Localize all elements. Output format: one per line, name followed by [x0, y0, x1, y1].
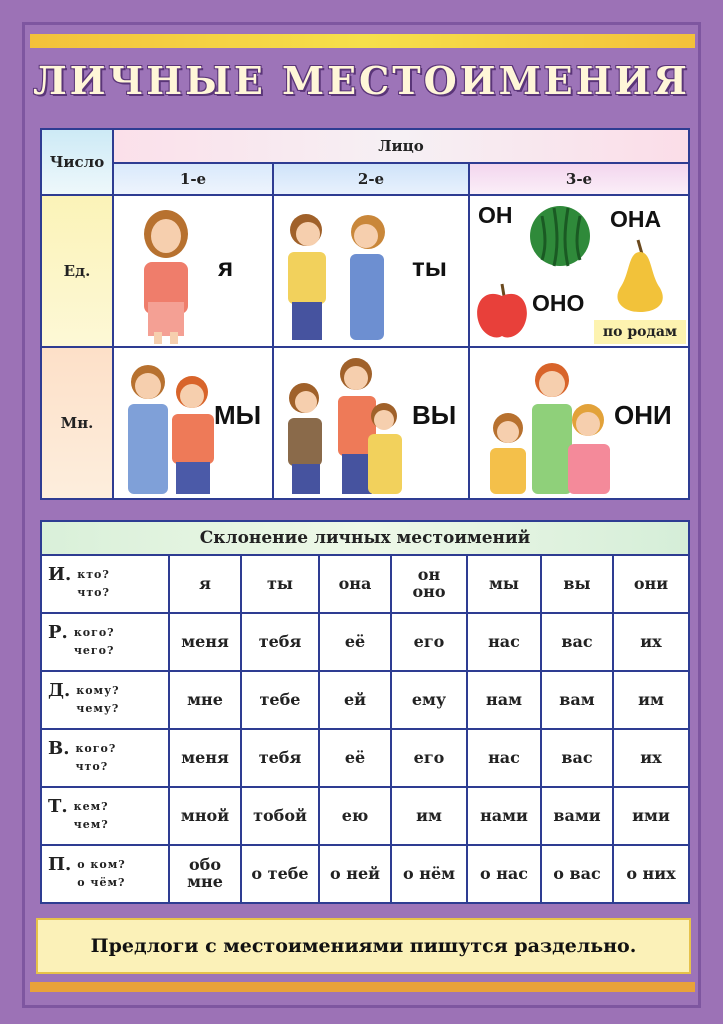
rule-footer: Предлоги с местоимениями пишутся раздельно. — [36, 918, 691, 974]
pronoun-form-cell: мной — [170, 788, 240, 844]
person-2-header: 2-е — [274, 164, 468, 194]
pronoun-form-cell: ею — [320, 788, 390, 844]
singular-label: Ед. — [42, 196, 112, 346]
case-question-2: что? — [75, 760, 109, 773]
pronoun-oni: ОНИ — [614, 400, 672, 430]
case-letter: П. — [48, 854, 72, 875]
case-question-2: чем? — [73, 818, 109, 831]
case-questions — [77, 856, 125, 891]
singular-second-cell — [274, 196, 468, 346]
case-question-1: кем? — [73, 800, 109, 814]
pronoun-form-cell: мне — [170, 672, 240, 728]
pronoun-form-cell: мы — [468, 556, 540, 612]
group-children-illustration — [484, 356, 618, 496]
case-question-2: чего? — [73, 644, 115, 657]
pronoun-form-cell: его — [392, 614, 466, 670]
pronoun-form-cell: она — [320, 556, 390, 612]
case-question-2: что? — [77, 586, 110, 599]
case-letter: И. — [48, 564, 72, 585]
case-cell — [42, 730, 168, 786]
pronoun-form-cell: меня — [170, 614, 240, 670]
case-letter: Д. — [48, 680, 71, 701]
pronoun-form-cell: вы — [542, 556, 612, 612]
pronoun-form-cell: тебя — [242, 730, 318, 786]
pronoun-form-cell: её — [320, 730, 390, 786]
pronoun-form-cell: меня — [170, 730, 240, 786]
by-gender-note: по родам — [594, 320, 686, 344]
case-question-2: чему? — [76, 702, 120, 715]
pronoun-form-cell: вас — [542, 614, 612, 670]
top-stripe — [30, 34, 695, 48]
boy-girl-illustration — [280, 206, 402, 344]
pronoun-form-cell: вами — [542, 788, 612, 844]
case-question-2: о чём? — [77, 876, 126, 889]
case-questions — [74, 624, 115, 659]
pronoun-form-cell: вам — [542, 672, 612, 728]
case-letter: Р. — [48, 622, 68, 643]
pronoun-ty: ты — [412, 252, 447, 282]
pronoun-form-cell: им — [392, 788, 466, 844]
case-cell — [42, 614, 168, 670]
case-questions — [74, 798, 109, 833]
pronoun-form-cell: нами — [468, 788, 540, 844]
pronoun-form-cell: о них — [614, 846, 688, 902]
watermelon-icon — [528, 204, 592, 268]
page-title: ЛИЧНЫЕ МЕСТОИМЕНИЯ — [33, 58, 690, 103]
pronoun-form-cell: я — [170, 556, 240, 612]
pronoun-form-cell: нас — [468, 730, 540, 786]
declension-title: Склонение личных местоимений — [42, 522, 688, 554]
case-question-1: кого? — [73, 626, 115, 640]
case-cell — [42, 788, 168, 844]
pronoun-form-cell: им — [614, 672, 688, 728]
case-cell — [42, 556, 168, 612]
pronoun-form-cell: их — [614, 614, 688, 670]
pronoun-form-cell: о ней — [320, 846, 390, 902]
plural-third-cell — [470, 348, 688, 498]
case-question-1: кто? — [77, 568, 110, 582]
bottom-stripe — [30, 982, 695, 992]
case-question-1: о ком? — [77, 858, 126, 872]
singular-third-cell — [470, 196, 688, 346]
pronoun-on: ОН — [478, 202, 513, 228]
pronoun-form-cell: о тебе — [242, 846, 318, 902]
plural-first-cell — [114, 348, 272, 498]
pronoun-form-cell: о нас — [468, 846, 540, 902]
pronoun-form-cell: ты — [242, 556, 318, 612]
person-header: Лицо — [114, 130, 688, 162]
pronoun-form-cell: о вас — [542, 846, 612, 902]
case-questions — [75, 740, 116, 775]
pronoun-form-cell: обо мне — [170, 846, 240, 902]
pronoun-my: МЫ — [214, 400, 262, 430]
declension-table — [40, 520, 690, 904]
number-header: Число — [42, 130, 112, 194]
pronoun-form-cell: ему — [392, 672, 466, 728]
singular-first-cell — [114, 196, 272, 346]
pronoun-form-cell: её — [320, 614, 390, 670]
pronoun-form-cell: вас — [542, 730, 612, 786]
pronoun-form-cell: ей — [320, 672, 390, 728]
case-questions — [76, 682, 119, 717]
pronoun-form-cell: их — [614, 730, 688, 786]
pronoun-form-cell: тебя — [242, 614, 318, 670]
pronoun-form-cell: его — [392, 730, 466, 786]
pronoun-ona: ОНА — [610, 206, 662, 232]
pronoun-form-cell: он оно — [392, 556, 466, 612]
pronoun-form-cell: нас — [468, 614, 540, 670]
two-children-illustration — [120, 358, 224, 496]
case-question-1: кому? — [76, 684, 120, 698]
case-question-1: кого? — [75, 742, 117, 756]
pronoun-ya: я — [218, 252, 234, 282]
pronoun-form-cell: ими — [614, 788, 688, 844]
pronoun-form-cell: тебе — [242, 672, 318, 728]
plural-second-cell — [274, 348, 468, 498]
person-3-header: 3-е — [470, 164, 688, 194]
case-questions — [77, 566, 110, 601]
case-letter: Т. — [48, 796, 68, 817]
pronoun-form-cell: они — [614, 556, 688, 612]
three-children-illustration — [282, 356, 406, 496]
apple-icon — [474, 282, 530, 340]
pronoun-ono: ОНО — [532, 290, 585, 316]
case-cell — [42, 672, 168, 728]
person-1-header: 1-е — [114, 164, 272, 194]
plural-label: Мн. — [42, 348, 112, 498]
case-letter: В. — [48, 738, 70, 759]
pronoun-form-cell: тобой — [242, 788, 318, 844]
pronoun-form-cell: нам — [468, 672, 540, 728]
pear-icon — [610, 236, 670, 312]
case-cell — [42, 846, 168, 902]
girl-illustration — [128, 204, 204, 344]
pronoun-form-cell: о нём — [392, 846, 466, 902]
pronoun-vy: ВЫ — [412, 400, 457, 430]
pronoun-person-table — [40, 128, 690, 500]
